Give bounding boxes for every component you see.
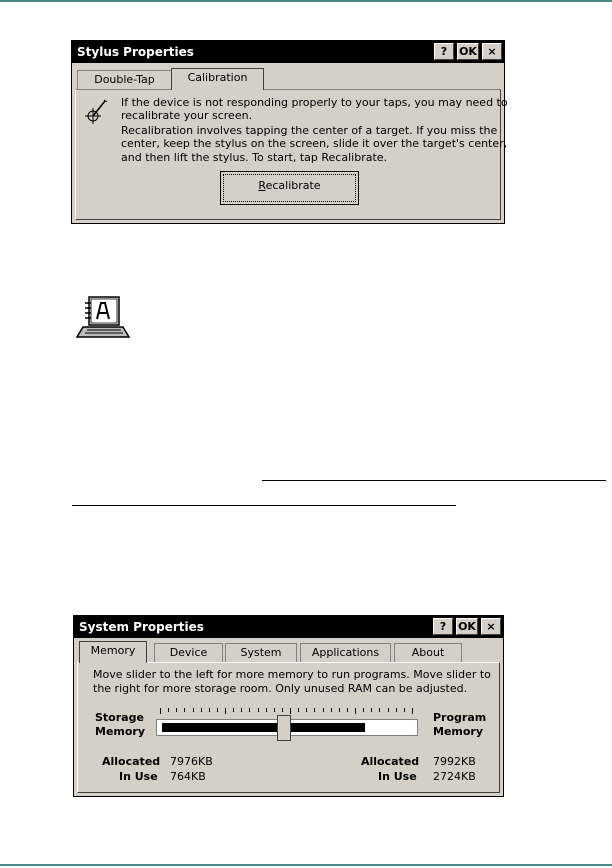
- slider-ticks: [160, 708, 412, 714]
- link-underline-2[interactable]: [72, 505, 456, 506]
- slider-tick: [282, 708, 283, 712]
- calibration-text-line-3: Recalibration involves tapping the center of a target. If you miss the: [121, 124, 498, 137]
- slider-tick: [176, 708, 177, 712]
- slider-tick: [412, 708, 413, 714]
- link-underline-1[interactable]: [262, 480, 606, 481]
- slider-tick: [209, 708, 210, 712]
- tab-memory[interactable]: Memory: [79, 641, 147, 663]
- left-allocated-label: Allocated: [102, 755, 161, 768]
- slider-tick: [314, 708, 315, 712]
- tab-double-tap[interactable]: Double-Tap: [77, 70, 172, 90]
- tab-about[interactable]: About: [394, 643, 462, 663]
- memory-text-line-2: the right for more storage room. Only unused RAM can be adjusted.: [93, 682, 468, 695]
- tab-system[interactable]: System: [225, 643, 297, 663]
- ok-button[interactable]: OK: [456, 618, 478, 635]
- close-button[interactable]: ×: [481, 618, 501, 635]
- slider-tick: [258, 708, 259, 712]
- slider-tick: [201, 708, 202, 712]
- calibration-text-line-2: recalibrate your screen.: [121, 109, 253, 122]
- recalibrate-button[interactable]: [220, 171, 359, 205]
- system-title-bar: [74, 616, 503, 638]
- slider-tick: [241, 708, 242, 712]
- tab-applications[interactable]: Applications: [300, 643, 391, 663]
- slider-tick: [323, 708, 324, 712]
- close-button[interactable]: ×: [482, 43, 502, 60]
- system-properties-dialog: [73, 615, 504, 797]
- slider-tick: [355, 708, 356, 714]
- help-button[interactable]: ?: [433, 618, 453, 635]
- slider-tick: [396, 708, 397, 712]
- slider-tick: [217, 708, 218, 712]
- slider-tick: [379, 708, 380, 712]
- stylus-dialog-title: Stylus Properties: [77, 45, 194, 59]
- slider-tick: [306, 708, 307, 712]
- slider-tick: [331, 708, 332, 712]
- slider-tick: [339, 708, 340, 712]
- bottom-rule: [0, 864, 612, 866]
- right-inuse-label: In Use: [378, 770, 417, 783]
- slider-tick: [388, 708, 389, 712]
- stylus-title-bar: [72, 41, 504, 63]
- slider-tick: [266, 708, 267, 712]
- calibration-panel: [75, 89, 508, 220]
- left-inuse-value: 764KB: [170, 770, 206, 783]
- slider-tick: [160, 708, 161, 714]
- slider-tick: [404, 708, 405, 712]
- slider-tick: [249, 708, 250, 712]
- right-inuse-value: 2724KB: [433, 770, 476, 783]
- right-allocated-label: Allocated: [361, 755, 420, 768]
- slider-tick: [347, 708, 348, 712]
- slider-tick: [184, 708, 185, 712]
- slider-tick: [371, 708, 372, 712]
- crosshair-pen-icon: [84, 98, 108, 126]
- notebook-icon: [75, 293, 133, 341]
- calibration-text-line-1: If the device is not responding properly to your taps, you may need to: [121, 96, 508, 109]
- slider-tick: [298, 708, 299, 712]
- slider-tick: [233, 708, 234, 712]
- memory-text-line-1: Move slider to the left for more memory to run programs. Move slider to: [93, 668, 491, 681]
- memory-panel: [77, 662, 500, 793]
- left-inuse-label: In Use: [119, 770, 158, 783]
- slider-tick: [274, 708, 275, 712]
- slider-tick: [290, 708, 291, 714]
- tab-device[interactable]: Device: [154, 643, 223, 663]
- tab-calibration[interactable]: Calibration: [171, 68, 264, 90]
- slider-tick: [225, 708, 226, 714]
- calibration-text-line-5: and then lift the stylus. To start, tap Recalibrate.: [121, 151, 388, 164]
- slider-tick: [193, 708, 194, 712]
- calibration-text-line-4: center, keep the stylus on the screen, slide it over the target's center,: [121, 137, 508, 150]
- ok-button[interactable]: OK: [457, 43, 479, 60]
- help-button[interactable]: ?: [434, 43, 454, 60]
- memory-slider[interactable]: [150, 707, 422, 751]
- slider-tick: [168, 708, 169, 712]
- right-allocated-value: 7992KB: [433, 755, 476, 768]
- top-rule: [0, 0, 612, 2]
- slider-thumb[interactable]: [277, 715, 291, 741]
- slider-fill-bar: [162, 723, 365, 732]
- recalibrate-label: Recalibrate: [258, 179, 321, 192]
- storage-memory-label: Storage Memory: [95, 711, 146, 738]
- stylus-properties-dialog: [71, 40, 508, 224]
- left-allocated-value: 7976KB: [170, 755, 213, 768]
- slider-tick: [363, 708, 364, 712]
- program-memory-label: Program Memory: [433, 711, 487, 738]
- system-dialog-title: System Properties: [79, 620, 204, 634]
